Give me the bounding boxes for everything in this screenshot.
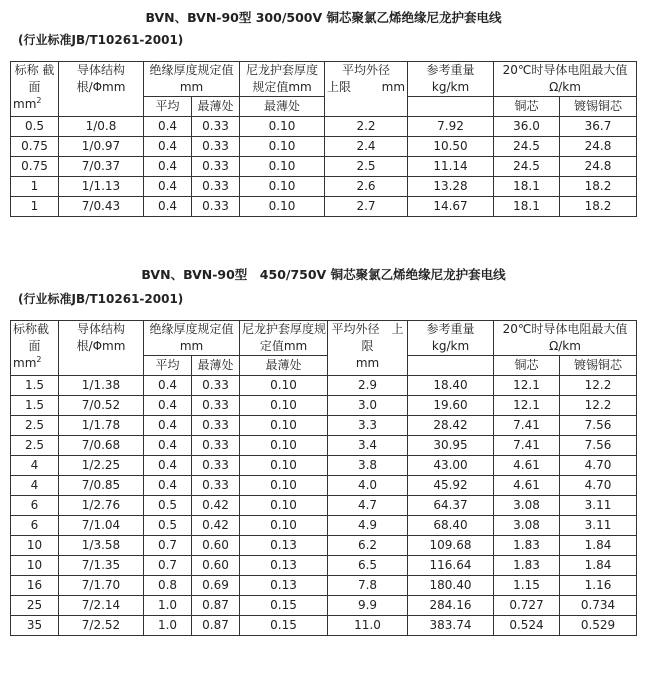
cell-reference-weight: 30.95 — [408, 436, 494, 456]
cell-reference-weight: 284.16 — [408, 596, 494, 616]
cell-resistance-copper: 1.15 — [494, 576, 560, 596]
cell-insulation-thinnest: 0.33 — [192, 117, 240, 137]
header-copper: 铜芯 — [494, 97, 560, 117]
cell-insulation-thinnest: 0.33 — [192, 137, 240, 157]
cell-nylon-thinnest: 0.13 — [240, 576, 328, 596]
cell-nylon-thinnest: 0.10 — [240, 197, 325, 217]
cell-insulation-thinnest: 0.42 — [192, 516, 240, 536]
cell-insulation-average: 0.4 — [144, 157, 192, 177]
cell-reference-weight: 11.14 — [408, 157, 494, 177]
cell-insulation-thinnest: 0.42 — [192, 496, 240, 516]
header-reference-weight: 参考重量 kg/km — [408, 321, 494, 356]
cell-nominal-area: 1 — [11, 177, 59, 197]
table-row — [11, 117, 637, 137]
cell-insulation-thinnest: 0.33 — [192, 157, 240, 177]
cell-nominal-area: 0.75 — [11, 137, 59, 157]
cell-insulation-thinnest: 0.33 — [192, 436, 240, 456]
cell-outer-diameter-max: 11.0 — [328, 616, 408, 636]
cell-outer-diameter-max: 3.3 — [328, 416, 408, 436]
cell-insulation-thinnest: 0.33 — [192, 456, 240, 476]
table-row — [11, 516, 637, 536]
cell-insulation-thinnest: 0.60 — [192, 536, 240, 556]
cell-resistance-copper: 7.41 — [494, 436, 560, 456]
cell-insulation-average: 0.7 — [144, 556, 192, 576]
cell-reference-weight: 14.67 — [408, 197, 494, 217]
table-row — [11, 576, 637, 596]
cell-reference-weight: 28.42 — [408, 416, 494, 436]
cell-resistance-copper: 1.83 — [494, 556, 560, 576]
cell-nylon-thinnest: 0.10 — [240, 496, 328, 516]
cell-conductor-structure: 1/1.13 — [59, 177, 144, 197]
cell-nominal-area: 1.5 — [11, 376, 59, 396]
cell-outer-diameter-max: 6.2 — [328, 536, 408, 556]
header-average-outer-diameter: 平均外径 上限 mm — [325, 62, 408, 117]
cell-nylon-thinnest: 0.15 — [240, 596, 328, 616]
cell-outer-diameter-max: 2.7 — [325, 197, 408, 217]
cell-insulation-average: 0.4 — [144, 376, 192, 396]
cell-insulation-thinnest: 0.33 — [192, 197, 240, 217]
header-tinned-copper: 镀锡铜芯 — [560, 356, 637, 376]
cell-nylon-thinnest: 0.10 — [240, 157, 325, 177]
table-row — [11, 376, 637, 396]
cell-insulation-average: 0.4 — [144, 177, 192, 197]
cell-insulation-average: 0.4 — [144, 117, 192, 137]
header-nylon-sheath-thickness: 尼龙护套厚度规 定值mm — [240, 321, 328, 356]
cell-resistance-copper: 4.61 — [494, 476, 560, 496]
cell-conductor-structure: 1/2.25 — [59, 456, 144, 476]
cell-resistance-copper: 1.83 — [494, 536, 560, 556]
cell-nylon-thinnest: 0.10 — [240, 516, 328, 536]
cell-outer-diameter-max: 2.2 — [325, 117, 408, 137]
header-average-outer-diameter: 平均外径 上 限 mm — [328, 321, 408, 376]
cell-outer-diameter-max: 7.8 — [328, 576, 408, 596]
cell-resistance-tinned: 12.2 — [560, 396, 637, 416]
cell-nominal-area: 2.5 — [11, 436, 59, 456]
header-weight-spacer — [408, 97, 494, 117]
cell-reference-weight: 45.92 — [408, 476, 494, 496]
table-row — [11, 416, 637, 436]
header-reference-weight: 参考重量 kg/km — [408, 62, 494, 97]
cell-conductor-structure: 7/2.52 — [59, 616, 144, 636]
cell-conductor-structure: 1/2.76 — [59, 496, 144, 516]
cell-conductor-structure: 1/0.8 — [59, 117, 144, 137]
cell-outer-diameter-max: 2.4 — [325, 137, 408, 157]
cell-nominal-area: 0.5 — [11, 117, 59, 137]
cell-resistance-tinned: 3.11 — [560, 496, 637, 516]
cell-nominal-area: 2.5 — [11, 416, 59, 436]
cell-insulation-average: 0.4 — [144, 416, 192, 436]
cell-conductor-structure: 7/0.85 — [59, 476, 144, 496]
table-row — [11, 536, 637, 556]
spec-table-300-500v — [10, 61, 637, 217]
cell-nominal-area: 1 — [11, 197, 59, 217]
cell-outer-diameter-max: 2.5 — [325, 157, 408, 177]
cell-resistance-tinned: 3.11 — [560, 516, 637, 536]
cell-conductor-structure: 7/0.68 — [59, 436, 144, 456]
table-row — [11, 157, 637, 177]
cell-nominal-area: 16 — [11, 576, 59, 596]
cell-insulation-average: 0.8 — [144, 576, 192, 596]
cell-reference-weight: 7.92 — [408, 117, 494, 137]
header-nominal-area: 标称截 面 $mm^2$ — [11, 321, 59, 376]
cell-conductor-structure: 7/0.43 — [59, 197, 144, 217]
cell-nylon-thinnest: 0.10 — [240, 137, 325, 157]
header-tinned-copper: 镀锡铜芯 — [560, 97, 637, 117]
cell-reference-weight: 68.40 — [408, 516, 494, 536]
header-copper: 铜芯 — [494, 356, 560, 376]
cell-resistance-copper: 0.524 — [494, 616, 560, 636]
cell-nylon-thinnest: 0.10 — [240, 177, 325, 197]
cell-conductor-structure: 7/1.04 — [59, 516, 144, 536]
cell-outer-diameter-max: 4.9 — [328, 516, 408, 536]
cell-resistance-copper: 36.0 — [494, 117, 560, 137]
table-row — [11, 177, 637, 197]
spec-table-450-750v — [10, 320, 637, 636]
header-conductor-structure: 导体结构 根/Φmm — [59, 62, 144, 117]
header-max-conductor-resistance: 20℃时导体电阻最大值 Ω/km — [494, 321, 637, 356]
cell-outer-diameter-max: 3.8 — [328, 456, 408, 476]
cell-resistance-tinned: 12.2 — [560, 376, 637, 396]
table-row — [11, 496, 637, 516]
header-insulation-thinnest: 最薄处 — [192, 356, 240, 376]
cell-conductor-structure: 1/0.97 — [59, 137, 144, 157]
table-row — [11, 616, 637, 636]
cell-resistance-tinned: 7.56 — [560, 436, 637, 456]
cell-outer-diameter-max: 3.0 — [328, 396, 408, 416]
cell-insulation-thinnest: 0.87 — [192, 616, 240, 636]
table1-standard: (行业标准JB/T10261-2001) — [18, 33, 184, 47]
cell-insulation-thinnest: 0.60 — [192, 556, 240, 576]
header-nylon-thinnest: 最薄处 — [240, 356, 328, 376]
cell-nylon-thinnest: 0.10 — [240, 436, 328, 456]
cell-nylon-thinnest: 0.10 — [240, 476, 328, 496]
cell-nominal-area: 6 — [11, 496, 59, 516]
cell-insulation-thinnest: 0.33 — [192, 376, 240, 396]
cell-resistance-tinned: 24.8 — [560, 137, 637, 157]
header-insulation-thickness: 绝缘厚度规定值 mm — [144, 321, 240, 356]
cell-resistance-tinned: 18.2 — [560, 197, 637, 217]
cell-resistance-tinned: 1.16 — [560, 576, 637, 596]
cell-resistance-tinned: 0.529 — [560, 616, 637, 636]
cell-outer-diameter-max: 2.9 — [328, 376, 408, 396]
table-row — [11, 436, 637, 456]
cell-insulation-thinnest: 0.33 — [192, 177, 240, 197]
cell-nylon-thinnest: 0.10 — [240, 376, 328, 396]
cell-resistance-copper: 3.08 — [494, 516, 560, 536]
cell-insulation-thinnest: 0.87 — [192, 596, 240, 616]
header-max-conductor-resistance: 20℃时导体电阻最大值 Ω/km — [494, 62, 637, 97]
cell-resistance-copper: 12.1 — [494, 396, 560, 416]
cell-nominal-area: 35 — [11, 616, 59, 636]
table-row — [11, 556, 637, 576]
cell-conductor-structure: 7/1.35 — [59, 556, 144, 576]
cell-nylon-thinnest: 0.10 — [240, 396, 328, 416]
cell-outer-diameter-max: 3.4 — [328, 436, 408, 456]
cell-nominal-area: 25 — [11, 596, 59, 616]
header-insulation-thickness: 绝缘厚度规定值 mm — [144, 62, 240, 97]
cell-reference-weight: 43.00 — [408, 456, 494, 476]
cell-nylon-thinnest: 0.10 — [240, 117, 325, 137]
cell-resistance-copper: 24.5 — [494, 157, 560, 177]
cell-outer-diameter-max: 9.9 — [328, 596, 408, 616]
cell-resistance-copper: 7.41 — [494, 416, 560, 436]
header-insulation-average: 平均 — [144, 356, 192, 376]
cell-resistance-tinned: 1.84 — [560, 536, 637, 556]
cell-nylon-thinnest: 0.15 — [240, 616, 328, 636]
header-conductor-structure: 导体结构 根/Φmm — [59, 321, 144, 376]
cell-conductor-structure: 1/3.58 — [59, 536, 144, 556]
cell-resistance-copper: 24.5 — [494, 137, 560, 157]
cell-reference-weight: 383.74 — [408, 616, 494, 636]
cell-conductor-structure: 7/0.37 — [59, 157, 144, 177]
cell-resistance-tinned: 24.8 — [560, 157, 637, 177]
cell-insulation-average: 0.4 — [144, 436, 192, 456]
cell-reference-weight: 19.60 — [408, 396, 494, 416]
cell-nominal-area: 1.5 — [11, 396, 59, 416]
cell-insulation-average: 1.0 — [144, 616, 192, 636]
cell-reference-weight: 64.37 — [408, 496, 494, 516]
header-nylon-thinnest: 最薄处 — [240, 97, 325, 117]
cell-reference-weight: 109.68 — [408, 536, 494, 556]
cell-outer-diameter-max: 4.0 — [328, 476, 408, 496]
cell-nominal-area: 0.75 — [11, 157, 59, 177]
cell-conductor-structure: 1/1.78 — [59, 416, 144, 436]
cell-resistance-tinned: 36.7 — [560, 117, 637, 137]
header-weight-spacer — [408, 356, 494, 376]
cell-reference-weight: 18.40 — [408, 376, 494, 396]
cell-nominal-area: 10 — [11, 536, 59, 556]
cell-nominal-area: 4 — [11, 476, 59, 496]
cell-conductor-structure: 7/2.14 — [59, 596, 144, 616]
cell-conductor-structure: 7/1.70 — [59, 576, 144, 596]
cell-insulation-average: 0.7 — [144, 536, 192, 556]
table2-standard: (行业标准JB/T10261-2001) — [18, 292, 184, 306]
table2-title: BVN、BVN-90型 450/750V 铜芯聚氯乙烯绝缘尼龙护套电线 — [141, 267, 506, 282]
table1-title: BVN、BVN-90型 300/500V 铜芯聚氯乙烯绝缘尼龙护套电线 — [145, 10, 502, 25]
cell-insulation-average: 0.5 — [144, 496, 192, 516]
cell-nylon-thinnest: 0.10 — [240, 416, 328, 436]
cell-nylon-thinnest: 0.13 — [240, 556, 328, 576]
cell-insulation-thinnest: 0.69 — [192, 576, 240, 596]
cell-outer-diameter-max: 4.7 — [328, 496, 408, 516]
cell-resistance-tinned: 18.2 — [560, 177, 637, 197]
table-row — [11, 596, 637, 616]
cell-insulation-average: 0.4 — [144, 456, 192, 476]
cell-nylon-thinnest: 0.13 — [240, 536, 328, 556]
cell-resistance-copper: 3.08 — [494, 496, 560, 516]
cell-outer-diameter-max: 2.6 — [325, 177, 408, 197]
cell-insulation-average: 0.5 — [144, 516, 192, 536]
cell-resistance-copper: 4.61 — [494, 456, 560, 476]
table-row — [11, 197, 637, 217]
table-row — [11, 396, 637, 416]
cell-insulation-thinnest: 0.33 — [192, 396, 240, 416]
header-insulation-average: 平均 — [144, 97, 192, 117]
cell-insulation-average: 0.4 — [144, 137, 192, 157]
cell-resistance-tinned: 4.70 — [560, 476, 637, 496]
cell-insulation-thinnest: 0.33 — [192, 476, 240, 496]
table-row — [11, 476, 637, 496]
cell-conductor-structure: 1/1.38 — [59, 376, 144, 396]
cell-resistance-copper: 18.1 — [494, 177, 560, 197]
cell-insulation-average: 0.4 — [144, 197, 192, 217]
cell-reference-weight: 13.28 — [408, 177, 494, 197]
cell-conductor-structure: 7/0.52 — [59, 396, 144, 416]
cell-resistance-tinned: 7.56 — [560, 416, 637, 436]
cell-resistance-copper: 12.1 — [494, 376, 560, 396]
cell-outer-diameter-max: 6.5 — [328, 556, 408, 576]
table-row — [11, 456, 637, 476]
cell-resistance-tinned: 4.70 — [560, 456, 637, 476]
header-nylon-sheath-thickness: 尼龙护套厚度 规定值mm — [240, 62, 325, 97]
cell-resistance-tinned: 0.734 — [560, 596, 637, 616]
cell-nylon-thinnest: 0.10 — [240, 456, 328, 476]
cell-nominal-area: 4 — [11, 456, 59, 476]
cell-resistance-copper: 18.1 — [494, 197, 560, 217]
header-insulation-thinnest: 最薄处 — [192, 97, 240, 117]
cell-reference-weight: 116.64 — [408, 556, 494, 576]
cell-insulation-average: 0.4 — [144, 396, 192, 416]
cell-reference-weight: 180.40 — [408, 576, 494, 596]
cell-resistance-tinned: 1.84 — [560, 556, 637, 576]
table-row — [11, 137, 637, 157]
cell-resistance-copper: 0.727 — [494, 596, 560, 616]
cell-nominal-area: 6 — [11, 516, 59, 536]
cell-insulation-average: 1.0 — [144, 596, 192, 616]
header-nominal-area: 标称 截 面 $mm^2$ — [11, 62, 59, 117]
cell-reference-weight: 10.50 — [408, 137, 494, 157]
cell-nominal-area: 10 — [11, 556, 59, 576]
cell-insulation-thinnest: 0.33 — [192, 416, 240, 436]
cell-insulation-average: 0.4 — [144, 476, 192, 496]
